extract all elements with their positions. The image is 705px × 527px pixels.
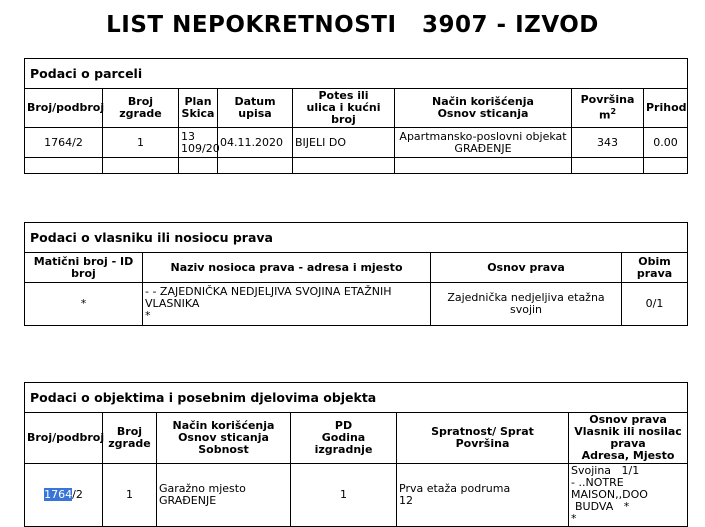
cell-osnov: Zajednička nedjeljiva etažna svojin xyxy=(431,283,622,326)
col-datum-upisa: Datum upisa xyxy=(218,89,293,128)
table-row xyxy=(25,128,688,158)
cell-sprat: Prva etaža podruma 12 xyxy=(397,464,569,527)
document-title: LIST NEPOKRETNOSTI 3907 - IZVOD xyxy=(106,12,599,38)
parcel-table xyxy=(24,58,688,174)
col-nacin-koriscenja: Način korišćenja Osnov sticanja Sobnost xyxy=(157,413,291,464)
cell-pd: 1 xyxy=(291,464,397,527)
cell-zgrade: 1 xyxy=(103,464,157,527)
cell-potes: BIJELI DO xyxy=(293,128,395,158)
col-pd-godina: PD Godina izgradnje xyxy=(291,413,397,464)
col-osnov-prava: Osnov prava Vlasnik ili nosilac prava Adresa, Mjesto xyxy=(569,413,688,464)
owner-table xyxy=(24,222,688,326)
col-spratnost: Spratnost/ Sprat Površina xyxy=(397,413,569,464)
table-row-empty xyxy=(25,158,688,174)
col-nacin-koriscenja: Način korišćenja Osnov sticanja xyxy=(395,89,572,128)
col-povrsina: Površina $m^2$ xyxy=(572,89,644,128)
col-broj-zgrade: Broj zgrade xyxy=(103,89,179,128)
col-broj-podbroj: Broj/podbroj xyxy=(25,413,103,464)
parcel-section-heading: Podaci o parceli xyxy=(25,59,688,89)
cell-nacin: Garažno mjesto GRAĐENJE xyxy=(157,464,291,527)
selected-text[interactable]: 1764 xyxy=(44,488,73,501)
col-potes: Potes ili ulica i kućni broj xyxy=(293,89,395,128)
cell-nacin: Apartmansko-poslovni objekat GRAĐENJE xyxy=(395,128,572,158)
cell-osnov: Svojina 1/1 - ..NOTRE MAISON,,DOO BUDVA * * xyxy=(569,464,688,527)
col-plan-skica: Plan Skica xyxy=(179,89,218,128)
cell-zgrade: 1 xyxy=(103,128,179,158)
col-maticni-broj: Matični broj - ID broj xyxy=(25,253,143,283)
objects-section-heading: Podaci o objektima i posebnim djelovima objekta xyxy=(25,383,688,413)
objects-section xyxy=(24,382,687,527)
cell-povrsina: 343 xyxy=(572,128,644,158)
col-obim-prava: Obim prava xyxy=(622,253,688,283)
objects-table xyxy=(24,382,688,527)
col-broj-zgrade: Broj zgrade xyxy=(103,413,157,464)
cell-prihod: 0.00 xyxy=(644,128,688,158)
table-row xyxy=(25,464,688,527)
table-row xyxy=(25,283,688,326)
parcel-section xyxy=(24,58,687,174)
cell-obim: 0/1 xyxy=(622,283,688,326)
cell-maticni: * xyxy=(25,283,143,326)
cell-datum: 04.11.2020 xyxy=(218,128,293,158)
owner-section-heading: Podaci o vlasniku ili nosiocu prava xyxy=(25,223,688,253)
cell-broj: 1764/2 xyxy=(25,128,103,158)
cell-broj[interactable]: 1764/2 xyxy=(25,464,103,527)
col-prihod: Prihod xyxy=(644,89,688,128)
owner-section xyxy=(24,222,687,326)
col-broj-podbroj: Broj/podbroj xyxy=(25,89,103,128)
cell-plan: 13 109/20 xyxy=(179,128,218,158)
col-naziv-nosioca: Naziv nosioca prava - adresa i mjesto xyxy=(143,253,431,283)
col-osnov-prava: Osnov prava xyxy=(431,253,622,283)
cell-naziv: - - ZAJEDNIČKA NEDJELJIVA SVOJINA ETAŽNIH VLASNIKA * xyxy=(143,283,431,326)
